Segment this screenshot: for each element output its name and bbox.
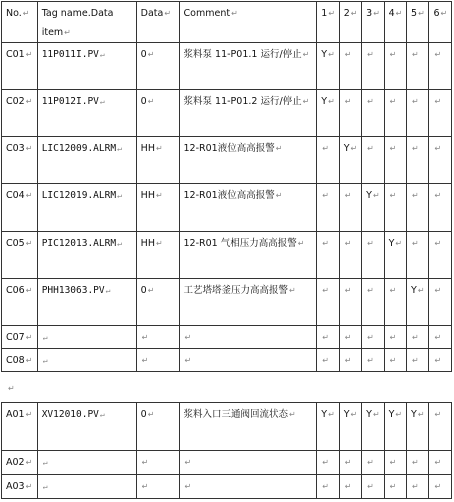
cell-tag xyxy=(37,90,136,137)
cell-text: A02 xyxy=(6,457,25,468)
return-mark: ↵ xyxy=(417,410,425,419)
cell-c1 xyxy=(317,232,339,279)
return-mark: ↵ xyxy=(322,191,329,200)
cell-text: C06 xyxy=(6,285,25,296)
cell-c1 xyxy=(317,403,339,451)
table-row xyxy=(2,43,452,90)
cell-text: A01 xyxy=(6,409,25,420)
return-mark: ↵ xyxy=(395,239,403,248)
paragraph-mark: ↵ xyxy=(8,384,15,393)
return-mark: ↵ xyxy=(389,286,397,295)
return-mark: ↵ xyxy=(434,191,442,200)
cell-no xyxy=(2,451,38,475)
cell-comment xyxy=(179,43,317,90)
return-mark: ↵ xyxy=(117,144,122,153)
cell-c5 xyxy=(407,90,429,137)
cell-data xyxy=(136,279,179,326)
return-mark: ↵ xyxy=(372,191,380,200)
return-mark: ↵ xyxy=(389,144,397,153)
cell-c6 xyxy=(429,90,452,137)
return-mark: ↵ xyxy=(289,410,296,419)
cell-c5 xyxy=(407,184,429,232)
return-mark: ↵ xyxy=(275,191,283,200)
cell-c6 xyxy=(429,184,452,232)
cell-c1 xyxy=(317,349,339,372)
cell-c6 xyxy=(429,326,452,349)
cell-c1 xyxy=(317,137,339,184)
cell-tag xyxy=(37,403,136,451)
return-mark: ↵ xyxy=(412,50,419,59)
return-mark: ↵ xyxy=(367,333,374,342)
cell-text: Y xyxy=(321,96,328,107)
cell-text: HH xyxy=(140,238,155,249)
return-mark: ↵ xyxy=(141,356,149,365)
cell-data xyxy=(136,184,179,232)
cell-text: Y xyxy=(411,285,417,296)
cell-c2 xyxy=(339,403,361,451)
cell-c6 xyxy=(429,232,452,279)
table-row xyxy=(2,90,452,137)
return-mark: ↵ xyxy=(25,356,33,365)
header-col-3: 3↵ xyxy=(362,2,384,43)
return-mark: ↵ xyxy=(367,286,374,295)
return-mark: ↵ xyxy=(322,333,329,342)
return-mark: ↵ xyxy=(141,458,149,467)
return-mark: ↵ xyxy=(147,410,155,419)
cell-text: HH xyxy=(140,190,155,201)
cell-text: LIC12009.ALRM xyxy=(41,143,117,154)
cell-tag xyxy=(37,451,136,475)
return-mark: ↵ xyxy=(141,333,149,342)
cell-c4 xyxy=(384,137,406,184)
cell-c3 xyxy=(362,349,384,372)
cell-c5 xyxy=(407,137,429,184)
header-data: Data↵ xyxy=(136,2,179,43)
cell-c3 xyxy=(362,43,384,90)
cell-text: Y xyxy=(321,49,328,60)
return-mark: ↵ xyxy=(42,333,48,342)
return-mark: ↵ xyxy=(434,239,442,248)
cell-c3 xyxy=(362,279,384,326)
cell-data xyxy=(136,451,179,475)
cell-c3 xyxy=(362,326,384,349)
cell-c6 xyxy=(429,279,452,326)
cell-comment xyxy=(179,349,317,372)
cell-text: C05 xyxy=(6,238,25,249)
return-mark: ↵ xyxy=(42,482,48,491)
return-mark: ↵ xyxy=(147,50,155,59)
cell-text: C08 xyxy=(6,355,25,366)
cell-c5 xyxy=(407,43,429,90)
cell-no xyxy=(2,184,38,232)
return-mark: ↵ xyxy=(412,333,419,342)
return-mark: ↵ xyxy=(434,144,442,153)
cell-text: Y xyxy=(388,409,395,420)
cell-text: 11P012I.PV xyxy=(41,96,99,107)
table-row xyxy=(2,184,452,232)
cell-text: Y xyxy=(366,409,372,420)
return-mark: ↵ xyxy=(367,97,374,106)
return-mark: ↵ xyxy=(412,97,419,106)
return-mark: ↵ xyxy=(184,333,192,342)
cell-comment xyxy=(179,137,317,184)
cell-c2 xyxy=(339,43,361,90)
return-mark: ↵ xyxy=(344,50,352,59)
return-mark: ↵ xyxy=(344,356,352,365)
return-mark: ↵ xyxy=(434,410,442,419)
cell-no xyxy=(2,232,38,279)
cell-data xyxy=(136,475,179,499)
cell-data xyxy=(136,232,179,279)
cell-c2 xyxy=(339,279,361,326)
cell-text: 浆料泵 11-P01.1 运行/停止 xyxy=(183,49,302,60)
cell-c6 xyxy=(429,475,452,499)
cell-tag xyxy=(37,184,136,232)
return-mark: ↵ xyxy=(302,50,310,59)
cell-c3 xyxy=(362,403,384,451)
return-mark: ↵ xyxy=(42,356,48,365)
cell-c1 xyxy=(317,451,339,475)
return-mark: ↵ xyxy=(389,356,397,365)
header-col-1: 1↵ xyxy=(317,2,339,43)
cell-c5 xyxy=(407,403,429,451)
cell-text: C04 xyxy=(6,190,25,201)
cell-data xyxy=(136,326,179,349)
cell-text: 0 xyxy=(140,96,147,107)
header-col-4: 4↵ xyxy=(384,2,406,43)
table-row xyxy=(2,349,452,372)
cell-c6 xyxy=(429,451,452,475)
cell-c3 xyxy=(362,451,384,475)
return-mark: ↵ xyxy=(344,286,352,295)
cell-text: Y xyxy=(411,409,417,420)
cell-text: XV12010.PV xyxy=(41,409,99,420)
cell-text: PIC12013.ALRM xyxy=(41,238,117,249)
return-mark: ↵ xyxy=(297,239,305,248)
cell-c2 xyxy=(339,349,361,372)
return-mark: ↵ xyxy=(328,50,335,59)
table-header-row xyxy=(2,2,452,43)
cell-c3 xyxy=(362,90,384,137)
return-mark: ↵ xyxy=(350,144,358,153)
cell-no xyxy=(2,43,38,90)
cell-c1 xyxy=(317,184,339,232)
cell-text: Y xyxy=(343,409,350,420)
cell-no xyxy=(2,475,38,499)
return-mark: ↵ xyxy=(275,144,283,153)
return-mark: ↵ xyxy=(328,410,335,419)
return-mark: ↵ xyxy=(155,144,163,153)
return-mark: ↵ xyxy=(322,286,329,295)
return-mark: ↵ xyxy=(389,191,397,200)
return-mark: ↵ xyxy=(350,410,358,419)
return-mark: ↵ xyxy=(344,482,352,491)
return-mark: ↵ xyxy=(412,482,419,491)
return-mark: ↵ xyxy=(389,458,397,467)
return-mark: ↵ xyxy=(328,97,335,106)
return-mark: ↵ xyxy=(395,410,403,419)
return-mark: ↵ xyxy=(25,50,33,59)
interlock-table-top xyxy=(1,1,452,372)
cell-tag xyxy=(37,137,136,184)
cell-c2 xyxy=(339,232,361,279)
cell-c5 xyxy=(407,475,429,499)
cell-text: 浆料泵 11-P01.2 运行/停止 xyxy=(183,96,302,107)
return-mark: ↵ xyxy=(322,356,329,365)
cell-c4 xyxy=(384,90,406,137)
cell-c2 xyxy=(339,184,361,232)
cell-c4 xyxy=(384,326,406,349)
cell-text: LIC12019.ALRM xyxy=(41,190,117,201)
cell-c5 xyxy=(407,232,429,279)
cell-c6 xyxy=(429,403,452,451)
return-mark: ↵ xyxy=(322,239,329,248)
cell-text: Y xyxy=(343,143,350,154)
cell-text: 0 xyxy=(140,49,147,60)
table-row xyxy=(2,475,452,499)
cell-c4 xyxy=(384,475,406,499)
return-mark: ↵ xyxy=(117,191,122,200)
return-mark: ↵ xyxy=(25,239,33,248)
cell-c1 xyxy=(317,43,339,90)
cell-c2 xyxy=(339,451,361,475)
cell-comment xyxy=(179,326,317,349)
cell-c5 xyxy=(407,326,429,349)
cell-text: C03 xyxy=(6,143,25,154)
cell-c4 xyxy=(384,451,406,475)
cell-no xyxy=(2,279,38,326)
cell-tag xyxy=(37,326,136,349)
return-mark: ↵ xyxy=(367,50,374,59)
return-mark: ↵ xyxy=(42,458,48,467)
cell-text: C07 xyxy=(6,332,25,343)
cell-text: 0 xyxy=(140,409,147,420)
return-mark: ↵ xyxy=(155,191,163,200)
return-mark: ↵ xyxy=(367,356,374,365)
return-mark: ↵ xyxy=(155,239,163,248)
cell-data xyxy=(136,90,179,137)
return-mark: ↵ xyxy=(389,482,397,491)
cell-no xyxy=(2,326,38,349)
table-row xyxy=(2,232,452,279)
cell-c2 xyxy=(339,475,361,499)
return-mark: ↵ xyxy=(344,191,352,200)
table-row xyxy=(2,403,452,451)
cell-data xyxy=(136,43,179,90)
return-mark: ↵ xyxy=(184,482,192,491)
cell-c1 xyxy=(317,90,339,137)
cell-text: Y xyxy=(321,409,328,420)
return-mark: ↵ xyxy=(434,458,442,467)
cell-comment xyxy=(179,451,317,475)
cell-no xyxy=(2,349,38,372)
return-mark: ↵ xyxy=(25,191,33,200)
cell-c3 xyxy=(362,137,384,184)
return-mark: ↵ xyxy=(412,356,419,365)
return-mark: ↵ xyxy=(25,144,33,153)
cell-no xyxy=(2,137,38,184)
cell-comment xyxy=(179,90,317,137)
cell-text: C02 xyxy=(6,96,25,107)
return-mark: ↵ xyxy=(105,286,111,295)
table-row xyxy=(2,279,452,326)
cell-c2 xyxy=(339,90,361,137)
return-mark: ↵ xyxy=(99,97,105,106)
return-mark: ↵ xyxy=(302,97,310,106)
cell-comment xyxy=(179,279,317,326)
return-mark: ↵ xyxy=(434,286,442,295)
cell-c2 xyxy=(339,137,361,184)
cell-comment xyxy=(179,475,317,499)
return-mark: ↵ xyxy=(344,458,352,467)
return-mark: ↵ xyxy=(434,97,442,106)
cell-text: 12-R01液位高高报警 xyxy=(183,143,275,154)
header-col-2: 2↵ xyxy=(339,2,361,43)
cell-c3 xyxy=(362,475,384,499)
cell-c1 xyxy=(317,326,339,349)
return-mark: ↵ xyxy=(412,191,419,200)
cell-text: 工艺塔塔釜压力高高报警 xyxy=(183,285,289,296)
return-mark: ↵ xyxy=(417,286,425,295)
return-mark: ↵ xyxy=(367,458,374,467)
return-mark: ↵ xyxy=(367,144,374,153)
cell-c6 xyxy=(429,137,452,184)
header-tag: Tag name.Data item↵ xyxy=(37,2,136,43)
cell-tag xyxy=(37,43,136,90)
return-mark: ↵ xyxy=(434,50,442,59)
return-mark: ↵ xyxy=(412,458,419,467)
return-mark: ↵ xyxy=(141,482,149,491)
return-mark: ↵ xyxy=(322,458,329,467)
cell-text: 0 xyxy=(140,285,147,296)
return-mark: ↵ xyxy=(434,356,442,365)
cell-c5 xyxy=(407,451,429,475)
cell-comment xyxy=(179,403,317,451)
return-mark: ↵ xyxy=(367,482,374,491)
table-row xyxy=(2,451,452,475)
cell-no xyxy=(2,90,38,137)
return-mark: ↵ xyxy=(25,482,33,491)
cell-c5 xyxy=(407,279,429,326)
return-mark: ↵ xyxy=(25,410,33,419)
cell-data xyxy=(136,349,179,372)
cell-tag xyxy=(37,279,136,326)
cell-comment xyxy=(179,184,317,232)
return-mark: ↵ xyxy=(25,97,33,106)
cell-tag xyxy=(37,349,136,372)
cell-c3 xyxy=(362,184,384,232)
cell-text: HH xyxy=(140,143,155,154)
cell-text: Y xyxy=(366,190,372,201)
cell-c4 xyxy=(384,184,406,232)
cell-c4 xyxy=(384,403,406,451)
header-comment: Comment↵ xyxy=(179,2,317,43)
return-mark: ↵ xyxy=(25,458,33,467)
header-col-6: 6↵ xyxy=(429,2,452,43)
return-mark: ↵ xyxy=(99,410,105,419)
cell-c4 xyxy=(384,349,406,372)
return-mark: ↵ xyxy=(412,239,419,248)
return-mark: ↵ xyxy=(322,144,329,153)
cell-data xyxy=(136,403,179,451)
cell-tag xyxy=(37,232,136,279)
table-row xyxy=(2,137,452,184)
cell-text: A03 xyxy=(6,481,25,492)
cell-c3 xyxy=(362,232,384,279)
return-mark: ↵ xyxy=(147,286,155,295)
cell-c4 xyxy=(384,232,406,279)
cell-comment xyxy=(179,232,317,279)
cell-c4 xyxy=(384,279,406,326)
cell-c2 xyxy=(339,326,361,349)
return-mark: ↵ xyxy=(147,97,155,106)
header-col-5: 5↵ xyxy=(407,2,429,43)
return-mark: ↵ xyxy=(434,333,442,342)
return-mark: ↵ xyxy=(289,286,296,295)
return-mark: ↵ xyxy=(389,50,397,59)
cell-c1 xyxy=(317,279,339,326)
cell-c5 xyxy=(407,349,429,372)
return-mark: ↵ xyxy=(389,97,397,106)
return-mark: ↵ xyxy=(184,356,192,365)
return-mark: ↵ xyxy=(372,410,380,419)
return-mark: ↵ xyxy=(99,50,105,59)
cell-text: 12-R01液位高高报警 xyxy=(183,190,275,201)
cell-text: 11P011I.PV xyxy=(41,49,99,60)
return-mark: ↵ xyxy=(117,239,122,248)
header-no: No.↵ xyxy=(2,2,38,43)
return-mark: ↵ xyxy=(412,144,419,153)
cell-data xyxy=(136,137,179,184)
return-mark: ↵ xyxy=(344,333,352,342)
cell-c6 xyxy=(429,43,452,90)
return-mark: ↵ xyxy=(184,458,192,467)
cell-c1 xyxy=(317,475,339,499)
return-mark: ↵ xyxy=(344,239,352,248)
cell-no xyxy=(2,403,38,451)
return-mark: ↵ xyxy=(25,333,33,342)
return-mark: ↵ xyxy=(434,482,442,491)
cell-c6 xyxy=(429,349,452,372)
return-mark: ↵ xyxy=(25,286,33,295)
return-mark: ↵ xyxy=(344,97,352,106)
return-mark: ↵ xyxy=(367,239,374,248)
return-mark: ↵ xyxy=(389,333,397,342)
cell-c4 xyxy=(384,43,406,90)
table-row xyxy=(2,326,452,349)
return-mark: ↵ xyxy=(322,482,329,491)
cell-text: PHH13063.PV xyxy=(41,285,105,296)
cell-text: 12-R01 气相压力高高报警 xyxy=(183,238,297,249)
cell-tag xyxy=(37,475,136,499)
cell-text: Y xyxy=(388,238,395,249)
interlock-table-bottom xyxy=(1,402,452,499)
cell-text: C01 xyxy=(6,49,25,60)
cell-text: 浆料入口三通阀回流状态 xyxy=(183,409,289,420)
